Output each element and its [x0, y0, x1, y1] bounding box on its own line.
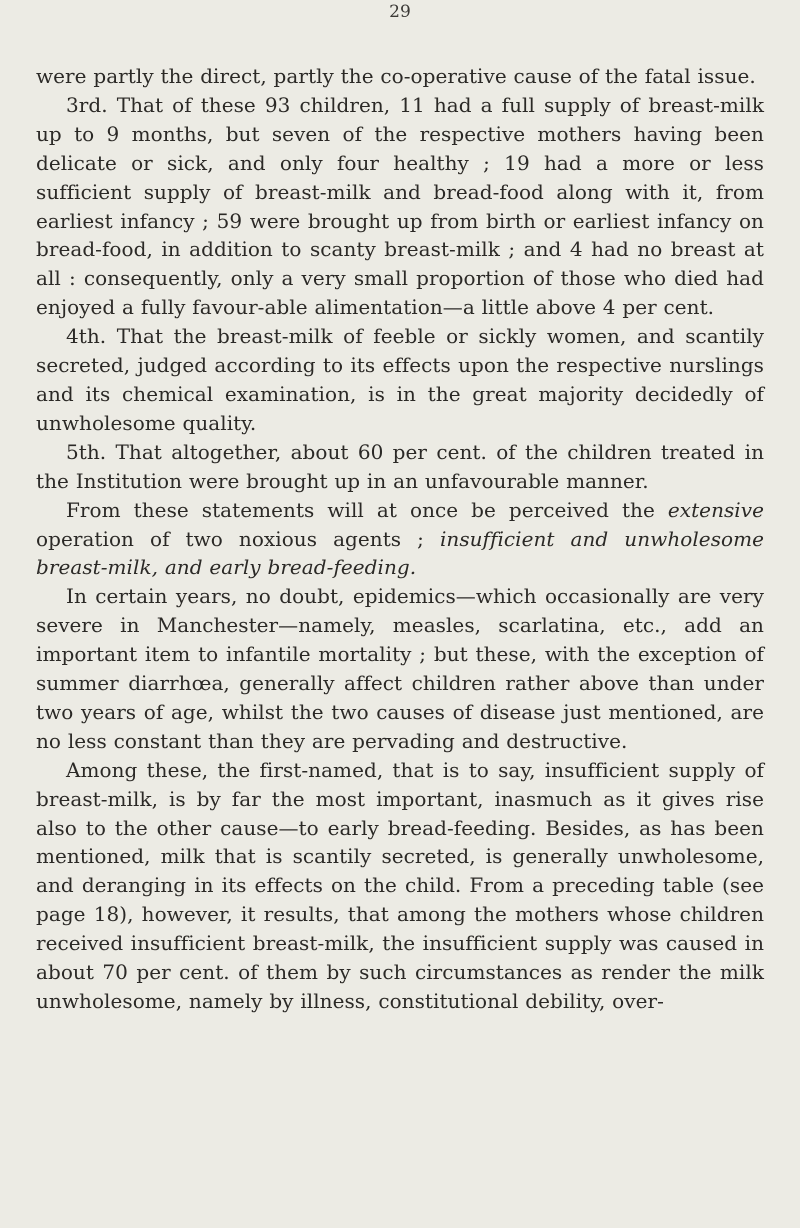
paragraph-insufficient-supply: Among these, the first-named, that is to say, insufficient supply of breast-milk, is by far the most important, inasmuch as it gives rise also to the other cause—to early bread-feeding. Besides, as has been mentioned, milk that is scantily secreted, is generally unwholesome, and deranging in its effects on the child. From a preceding table (see page 18), however, it results, that among the mothers whose children received insufficient breast-milk, the insufficient supply was caused in about 70 per cent. of them by such circumstances as render the milk unwholesome, namely by illness, constitutional debility, over- — [36, 757, 764, 1013]
page-number: 29 — [389, 2, 411, 22]
emphasis-extensive: extensive — [667, 497, 764, 522]
paragraph-third-finding: 3rd. That of these 93 children, 11 had a full supply of breast-milk up to 9 months, but seven of the respective mothers having been delicate or sick, and only four healthy ; 19 had a more or less sufficient supply of breast-milk and bread-food along with it, from earliest infancy ; 59 were brought up from birth or earliest infancy on bread-food, in addition to scanty breast-milk ; and 4 had no breast at all : consequently, only a very small proportion of those who died had enjoyed a fully favour-able alimentation—a little above 4 per cent. — [36, 92, 764, 320]
body-text — [36, 62, 764, 1016]
emphasis-noxious-agents: insufficient and unwholesome breast-milk, and early bread-feeding. — [36, 526, 764, 580]
paragraph-fifth-finding: 5th. That altogether, about 60 per cent. of the children treated in the Institution were brought up in an unfavourable manner. — [36, 439, 764, 493]
paragraph-continuation: were partly the direct, partly the co-operative cause of the fatal issue. — [36, 64, 756, 88]
paragraph-noxious-agents — [36, 496, 764, 583]
paragraph-fourth-finding: 4th. That the breast-milk of feeble or sickly women, and scantily secreted, judged according to its effects upon the respective nurslings and its chemical examination, is in the great majority decidedly of unwholesome quality. — [36, 324, 764, 435]
paragraph-epidemics: In certain years, no doubt, epidemics—which occasionally are very severe in Manchester—namely, measles, scarlatina, etc., add an important item to infantile mortality ; but these, with the exception of summer diarrhœa, generally affect children rather above than under two years of age, whilst the two causes of disease just mentioned, are no less constant than they are pervading and destructive. — [36, 584, 764, 753]
paragraph-noxious-agents-text-1: From these statements will at once be perceived the — [66, 497, 668, 522]
paragraph-noxious-agents-text-2: operation of two noxious agents ; — [36, 526, 440, 551]
